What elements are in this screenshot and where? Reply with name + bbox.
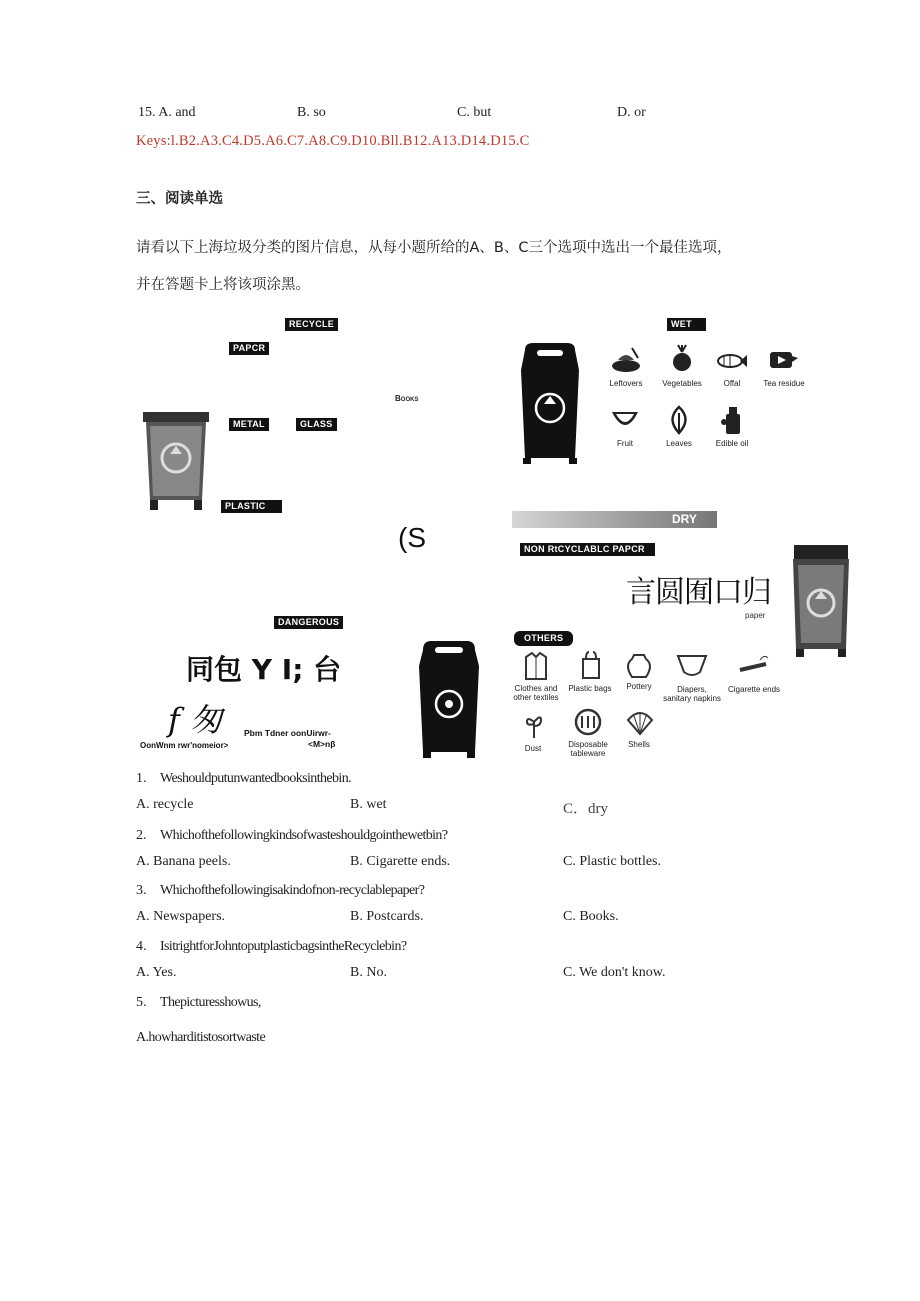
recycle-tag: RECYCLE — [285, 318, 338, 331]
q2-option-c: C. Plastic bottles. — [563, 854, 661, 869]
question-2-number: 2. — [136, 828, 147, 843]
oon-text: OonWnm rwr'nomeior> — [140, 741, 229, 750]
question-3 — [136, 883, 424, 899]
glass-tag: GLASS — [296, 418, 337, 431]
garbled-chinese-1: 言圆囿口归 — [626, 575, 771, 610]
q15-number: 15. — [138, 105, 156, 120]
q15-option-a — [138, 105, 196, 121]
question-4-text: IsitrightforJohntoputplasticbagsintheRecyclebin? — [160, 939, 407, 954]
wet-item-label-2: Offal — [723, 379, 741, 388]
q15-option-c: C. but — [457, 105, 492, 120]
cigarette-icon — [738, 654, 772, 676]
tableware-icon — [572, 708, 604, 738]
q3-option-c: C. Books. — [563, 909, 619, 924]
tea-residue-icon — [768, 348, 800, 372]
papcr-tag: PAPCR — [229, 342, 269, 355]
leaves-icon — [666, 405, 692, 435]
diapers-icon — [676, 652, 708, 678]
q5-option-a: A.howharditistosortwaste — [136, 1030, 266, 1045]
q3-option-b: B. Postcards. — [350, 909, 424, 924]
offal-icon — [716, 350, 748, 372]
q15-a-text: A. and — [158, 105, 196, 120]
leftovers-icon — [610, 346, 642, 374]
others-item-label-6: Disposable tableware — [568, 740, 608, 758]
question-5 — [136, 995, 261, 1011]
others-tag: OTHERS — [514, 631, 573, 646]
wet-tag: WET — [667, 318, 706, 331]
f-glyph: f 匆 — [168, 701, 223, 739]
question-2-text: Whichofthefollowingkindsofwasteshouldgointhewetbin? — [160, 828, 448, 843]
wet-item-label-6: Edible oil — [715, 439, 749, 448]
fruit-icon — [610, 408, 640, 434]
books-label: Books — [395, 394, 419, 403]
dust-icon — [523, 712, 545, 740]
question-2 — [136, 828, 447, 844]
question-5-number: 5. — [136, 995, 147, 1010]
plastic-bag-icon — [580, 651, 602, 679]
vegetables-icon — [668, 344, 696, 374]
dry-bin-icon — [790, 541, 852, 659]
q2-option-b: B. Cigarette ends. — [350, 854, 451, 869]
q1-option-c: C．dry — [563, 801, 609, 817]
others-item-label-5: Dust — [524, 744, 542, 753]
others-item-label-7: Shells — [628, 740, 650, 749]
others-bin-icon — [415, 638, 483, 760]
nonrecyclable-paper-tag: NON RtCYCLABLC PAPCR — [520, 543, 655, 556]
instruction-line-1: 请看以下上海垃圾分类的图片信息，从每小题所给的A、B、C三个选项中选出一个最佳选项， — [136, 240, 732, 256]
q15-option-b: B. so — [297, 105, 326, 120]
wet-bin-icon — [515, 340, 585, 465]
shells-icon — [626, 710, 654, 736]
others-item-label-3: Diapers, sanitary napkins — [663, 685, 721, 703]
question-5-text: Thepicturesshowus, — [160, 995, 261, 1010]
q2-option-a: A. Banana peels. — [136, 854, 231, 869]
metal-tag: METAL — [229, 418, 269, 431]
q4-option-c: C. We don't know. — [563, 965, 666, 980]
garbled-chinese-2: 同包 Y I; 台 — [186, 653, 342, 686]
answer-keys: Keys:l.B2.A3.C4.D5.A6.C7.A8.C9.D10.Bll.B12.A13.D14.D15.C — [136, 133, 530, 149]
question-1-text: Weshouldputunwantedbooksinthebin. — [160, 771, 351, 786]
pbm-text: Pbm Tdner oonUirwr- — [244, 728, 331, 738]
s-glyph: (S — [398, 522, 426, 553]
q1-option-a: A. recycle — [136, 797, 194, 812]
instruction-line-2: 并在答题卡上将该项涂黑。 — [136, 277, 310, 293]
question-1-number: 1. — [136, 771, 147, 786]
paper-label: paper — [745, 611, 766, 620]
pottery-icon — [624, 651, 654, 679]
wet-item-label-1: Vegetables — [662, 379, 702, 388]
question-4 — [136, 939, 406, 955]
dry-tag: DRY — [672, 512, 697, 526]
wet-item-label-4: Fruit — [617, 439, 633, 448]
q15-option-d: D. or — [617, 105, 646, 120]
q4-option-a: A. Yes. — [136, 965, 177, 980]
others-item-label-2: Pottery — [626, 682, 652, 691]
question-4-number: 4. — [136, 939, 147, 954]
wet-item-label-5: Leaves — [666, 439, 692, 448]
question-1 — [136, 771, 351, 787]
dangerous-tag: DANGEROUS — [274, 616, 343, 629]
q1-option-b: B. wet — [350, 797, 387, 812]
dry-bar — [512, 511, 717, 528]
edible-oil-icon — [720, 404, 744, 436]
q3-option-a: A. Newspapers. — [136, 909, 226, 924]
others-item-label-1: Plastic bags — [568, 684, 612, 693]
plastic-tag: PLASTIC — [221, 500, 282, 513]
others-item-label-4: Cigarette ends — [727, 685, 781, 694]
question-3-text: Whichofthefollowingisakindofnon-recyclablepaper? — [160, 883, 425, 898]
wet-item-label-0: Leftovers — [609, 379, 643, 388]
section-title: 三、阅读单选 — [136, 191, 223, 207]
wet-item-label-3: Tea residue — [763, 379, 805, 388]
q4-option-b: B. No. — [350, 965, 387, 980]
recycle-bin-icon — [140, 410, 212, 512]
m-text: <M>nβ — [308, 739, 336, 749]
question-3-number: 3. — [136, 883, 147, 898]
others-item-label-0: Clothes and other textiles — [513, 684, 559, 702]
clothes-icon — [522, 651, 550, 681]
